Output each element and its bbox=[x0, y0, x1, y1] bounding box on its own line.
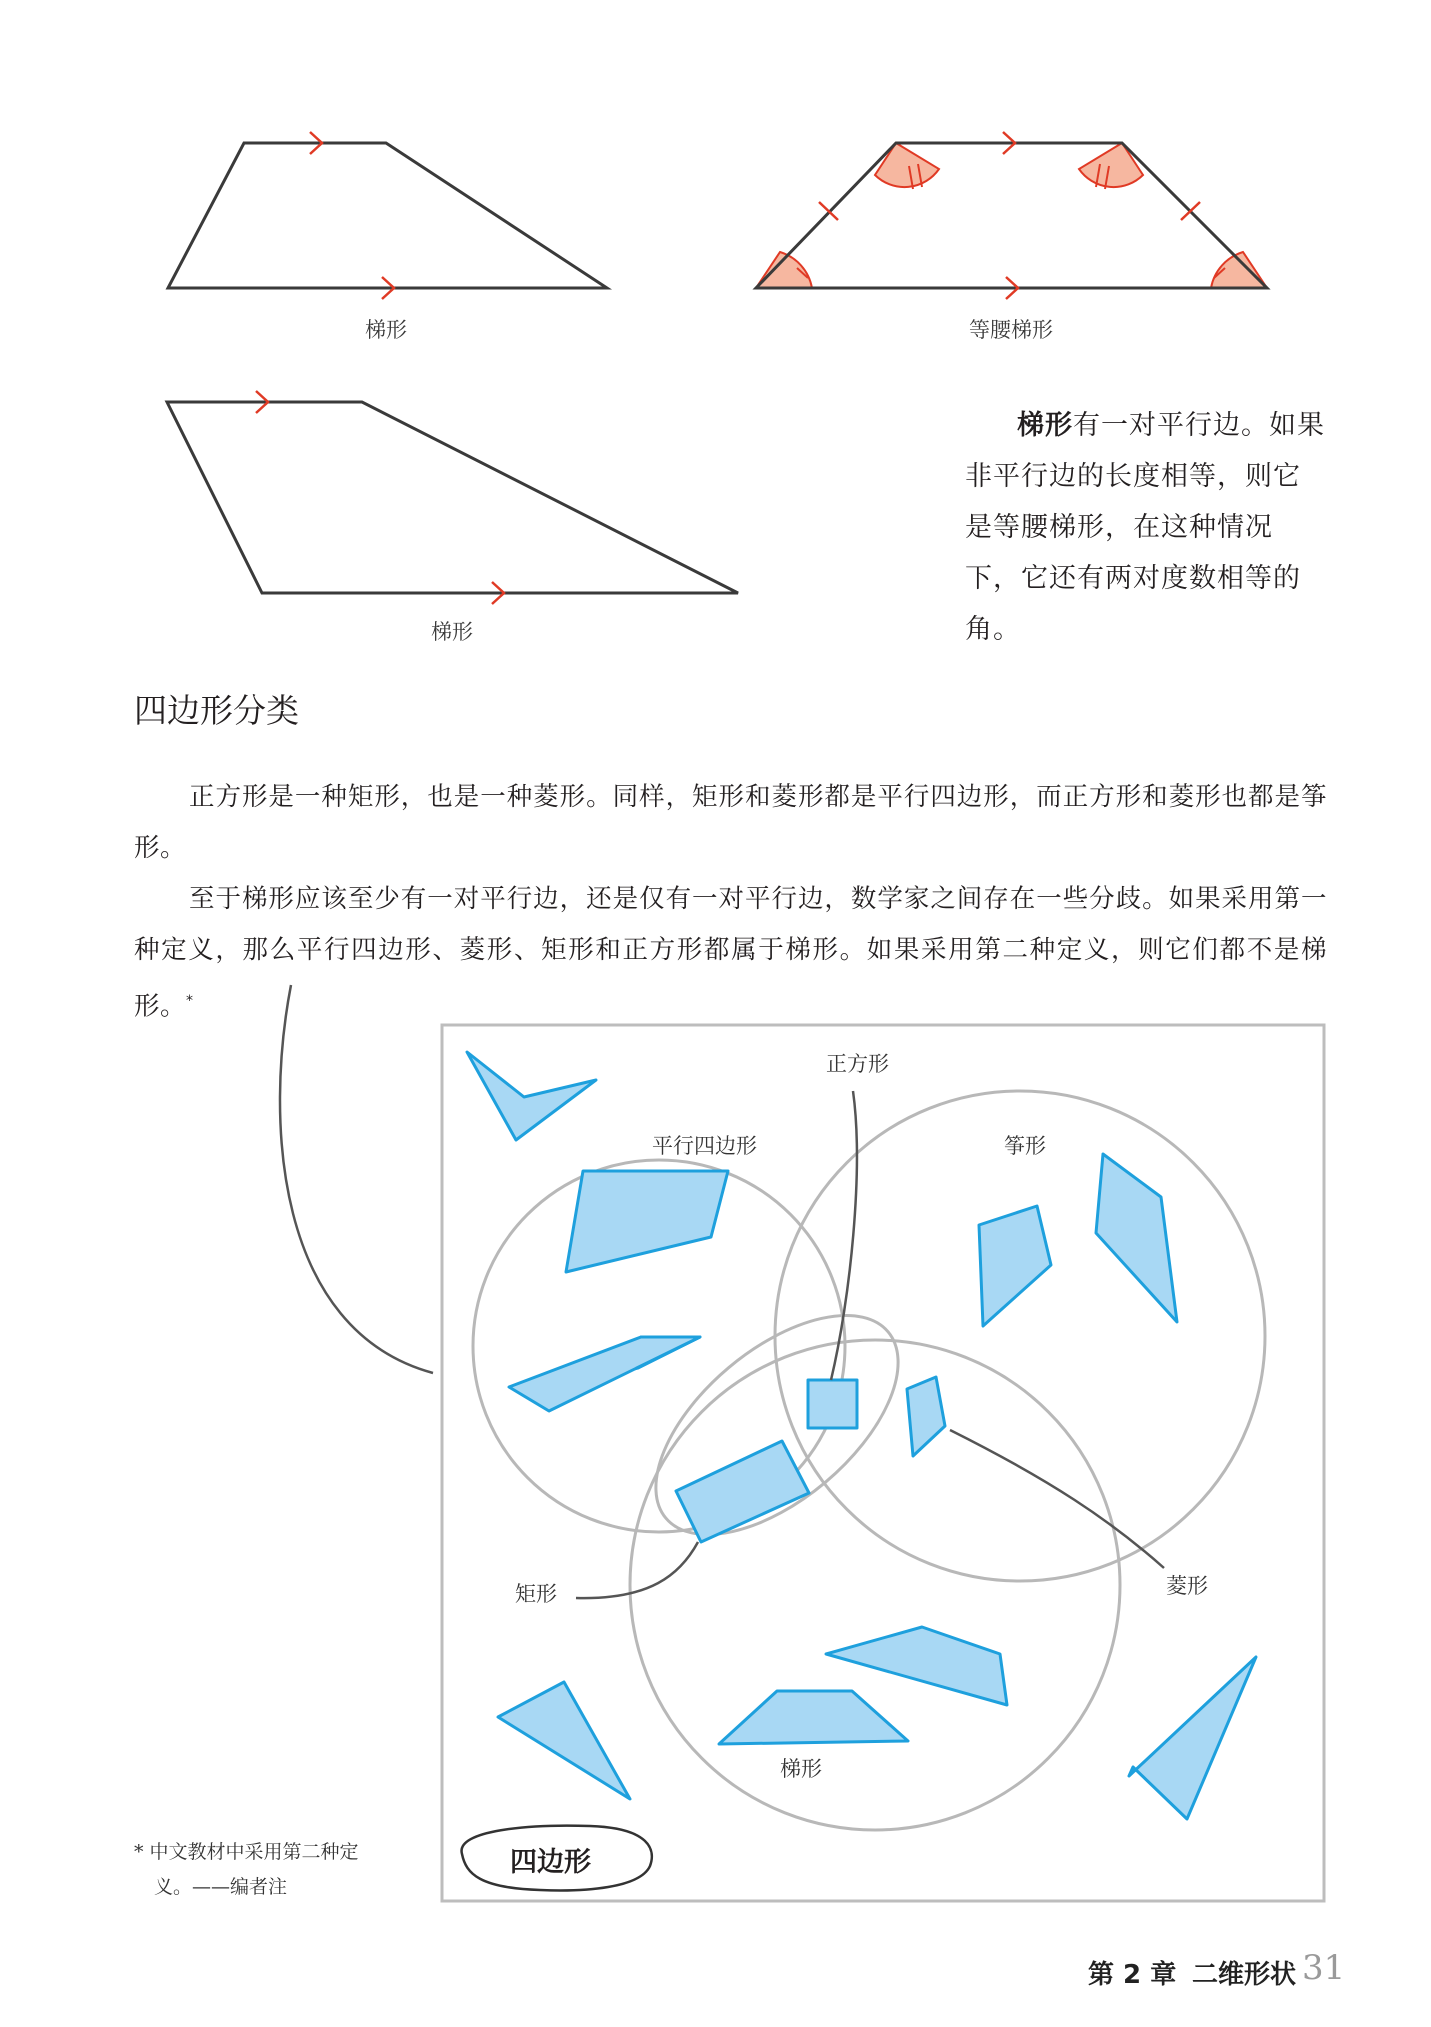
example-shapes bbox=[467, 1052, 1256, 1819]
trapezoid-definition-text: 有一对平行边。如果非平行边的长度相等，则它是等腰梯形，在这种情况下，它还有两对度数相等的角。 bbox=[965, 410, 1325, 645]
rectangle-pointer-line bbox=[576, 1542, 698, 1598]
example-kite-2 bbox=[1096, 1154, 1177, 1322]
parallel-mark-top-2 bbox=[256, 391, 268, 413]
example-square bbox=[808, 1380, 857, 1428]
chapter-number: 第 2 章 bbox=[1088, 1960, 1177, 1990]
isosceles-trapezoid-caption: 等腰梯形 bbox=[969, 318, 1053, 342]
footnote bbox=[134, 1835, 359, 1905]
example-parallelogram-4 bbox=[509, 1337, 700, 1411]
section-heading: 四边形分类 bbox=[134, 691, 299, 730]
example-kite-1 bbox=[979, 1206, 1051, 1326]
footnote-line-1: * 中文教材中采用第二种定 bbox=[134, 1841, 359, 1863]
example-rhombus bbox=[907, 1377, 945, 1456]
label-rectangle: 矩形 bbox=[515, 1582, 557, 1606]
square-pointer-line bbox=[831, 1091, 857, 1380]
paragraph-1: 正方形是一种矩形，也是一种菱形。同样，矩形和菱形都是平行四边形，而正方形和菱形也都是筝形。 bbox=[134, 782, 1327, 863]
trapezoid-term: 梯形 bbox=[1017, 410, 1073, 441]
label-kite: 筝形 bbox=[1004, 1134, 1046, 1158]
trapezoid-caption-2: 梯形 bbox=[431, 620, 473, 644]
trapezoid-circle bbox=[630, 1340, 1120, 1830]
example-trapezoid-2 bbox=[719, 1691, 908, 1744]
trapezoid-definition bbox=[965, 400, 1325, 655]
example-rectangle bbox=[676, 1441, 809, 1542]
trapezoid-shape-2 bbox=[167, 402, 738, 593]
parallel-mark-bottom-2 bbox=[492, 582, 504, 604]
example-trapezoid-1 bbox=[826, 1627, 1007, 1705]
parallel-mark-top-1 bbox=[310, 132, 322, 154]
label-rhombus: 菱形 bbox=[1166, 1574, 1208, 1598]
rectangle-ellipse bbox=[618, 1274, 937, 1575]
example-parallelogram-2 bbox=[594, 1337, 700, 1378]
trapezoid-shape-1 bbox=[168, 143, 607, 288]
label-square: 正方形 bbox=[826, 1052, 889, 1076]
footnote-line-2: 义。——编者注 bbox=[154, 1876, 288, 1898]
label-parallelogram: 平行四边形 bbox=[652, 1134, 757, 1158]
label-quadrilateral: 四边形 bbox=[510, 1847, 591, 1878]
trapezoid-caption-1: 梯形 bbox=[365, 318, 407, 342]
isosceles-trapezoid-shape bbox=[756, 132, 1267, 299]
kite-circle bbox=[775, 1091, 1265, 1581]
parallelogram-circle bbox=[473, 1160, 845, 1532]
parallel-mark-bottom-1 bbox=[382, 277, 394, 299]
footnote-connector-line bbox=[280, 985, 433, 1373]
example-concave-kite-2 bbox=[1129, 1657, 1256, 1819]
example-triangle-quad bbox=[498, 1682, 630, 1799]
footnote-mark: * bbox=[186, 993, 194, 1009]
page-number: 31 bbox=[1302, 1948, 1346, 1988]
body-text bbox=[134, 772, 1327, 1033]
rhombus-pointer-line bbox=[950, 1430, 1164, 1568]
chapter-title: 二维形状 bbox=[1192, 1960, 1297, 1990]
example-parallelogram-1 bbox=[566, 1171, 728, 1272]
example-concave-kite-1 bbox=[467, 1052, 596, 1140]
paragraph-2: 至于梯形应该至少有一对平行边，还是仅有一对平行边，数学家之间存在一些分歧。如果采用第一种定义，那么平行四边形、菱形、矩形和正方形都属于梯形。如果采用第二种定义，则它们都不是梯形。 bbox=[134, 884, 1327, 1022]
quadrilateral-frame bbox=[442, 1025, 1324, 1901]
label-trapezoid: 梯形 bbox=[780, 1757, 822, 1781]
